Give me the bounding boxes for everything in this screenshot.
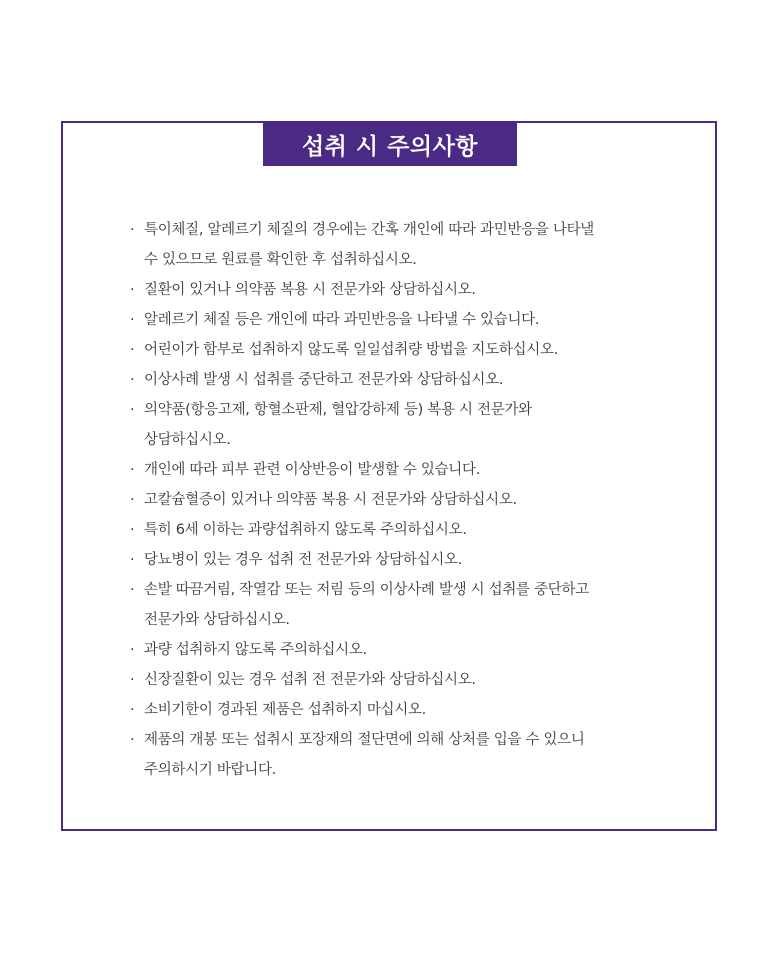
bullet-marker: · [130,402,135,418]
list-item [130,275,690,305]
bullet-marker: · [130,582,135,598]
list-item [130,215,690,275]
list-item-text: 특이체질, 알레르기 체질의 경우에는 간혹 개인에 따라 과민반응을 나타낼 수 있으므로 원료를 확인한 후 섭취하십시오. [144,222,594,268]
list-item-text: 의약품(항응고제, 항혈소판제, 혈압강하제 등) 복용 시 전문가와 상담하십시오. [144,402,532,448]
list-item [130,725,690,785]
list-item [130,665,690,695]
list-item-text: 고칼슘혈증이 있거나 의약품 복용 시 전문가와 상담하십시오. [144,492,517,508]
list-item [130,305,690,335]
bullet-marker: · [130,282,135,298]
list-item-text: 손발 따끔거림, 작열감 또는 저림 등의 이상사례 발생 시 섭취를 중단하고 전문가와 상담하십시오. [144,582,589,628]
bullet-marker: · [130,732,135,748]
list-item [130,635,690,665]
caution-list [130,215,690,785]
list-item [130,365,690,395]
list-item-text: 제품의 개봉 또는 섭취시 포장재의 절단면에 의해 상처를 입을 수 있으니 주의하시기 바랍니다. [144,732,585,778]
list-item-text: 알레르기 체질 등은 개인에 따라 과민반응을 나타낼 수 있습니다. [144,312,540,328]
page-title: 섭취 시 주의사항 [263,123,517,166]
list-item [130,545,690,575]
list-item-text: 신장질환이 있는 경우 섭취 전 전문가와 상담하십시오. [144,672,476,688]
bullet-marker: · [130,522,135,538]
list-item [130,575,690,635]
list-item [130,455,690,485]
bullet-marker: · [130,312,135,328]
list-item [130,695,690,725]
list-item-text: 과량 섭취하지 않도록 주의하십시오. [144,642,367,658]
bullet-marker: · [130,342,135,358]
list-item [130,515,690,545]
list-item [130,335,690,365]
list-item [130,485,690,515]
list-item-text: 질환이 있거나 의약품 복용 시 전문가와 상담하십시오. [144,282,476,298]
list-item-text: 당뇨병이 있는 경우 섭취 전 전문가와 상담하십시오. [144,552,463,568]
bullet-marker: · [130,702,135,718]
list-item-text: 특히 6세 이하는 과량섭취하지 않도록 주의하십시오. [144,522,467,538]
bullet-marker: · [130,462,135,478]
list-item-text: 개인에 따라 피부 관련 이상반응이 발생할 수 있습니다. [144,462,481,478]
bullet-marker: · [130,492,135,508]
list-item-text: 소비기한이 경과된 제품은 섭취하지 마십시오. [144,702,426,718]
list-item-text: 이상사례 발생 시 섭취를 중단하고 전문가와 상담하십시오. [144,372,504,388]
bullet-marker: · [130,372,135,388]
list-item [130,395,690,455]
bullet-marker: · [130,642,135,658]
bullet-marker: · [130,222,135,238]
bullet-marker: · [130,552,135,568]
list-item-text: 어린이가 함부로 섭취하지 않도록 일일섭취량 방법을 지도하십시오. [144,342,558,358]
bullet-marker: · [130,672,135,688]
